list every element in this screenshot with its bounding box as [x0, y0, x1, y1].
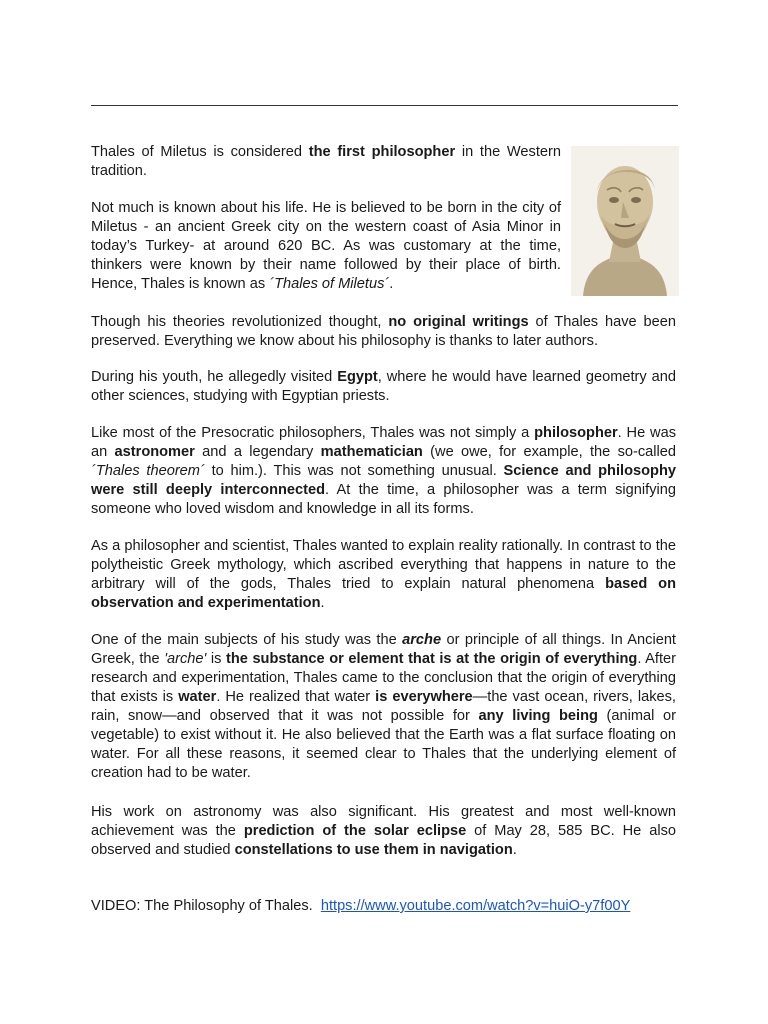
paragraph-intro: Thales of Miletus is considered the first philosopher in the Western tradition. [91, 144, 561, 179]
header-rule [91, 105, 678, 106]
paragraph-writings: Though his theories revolutionized thought, no original writings of Thales have been preserved. Everything we know about his philosophy is thanks to later authors. [91, 314, 677, 349]
video-line [91, 897, 630, 916]
paragraph-life: Not much is known about his life. He is believed to be born in the city of Miletus - an ancient Greek city on the western coast of Asia Minor in today’s Turkey- at around 620 BC. As was customary at the time, thinkers were known by their name followed by their place of birth. Hence, Thales is known as ´Thales of Miletus´. [91, 200, 561, 292]
paragraph-presocratic: Like most of the Presocratic philosophers, Thales was not simply a philosopher. He was an astronomer and a legendary mathematician (we owe, for example, the so-called ´Thales theorem´ to him.). This was not something unusual. Science and philosophy were still deeply interconnected. At the time, a philosopher was a term signifying someone who loved wisdom and knowledge in all its forms. [91, 425, 677, 517]
thales-bust-image [571, 146, 679, 296]
paragraph-egypt: During his youth, he allegedly visited Egypt, where he would have learned geometry and other sciences, studying with Egyptian priests. [91, 369, 676, 404]
paragraph-rational: As a philosopher and scientist, Thales wanted to explain reality rationally. In contrast to the polytheistic Greek mythology, which ascribed everything that happens in nature to the arbitrary will of the gods, Thales tried to explain natural phenomena based on observation and experimentation. [91, 538, 677, 611]
paragraph-astronomy: His work on astronomy was also significant. His greatest and most well-known achievement was the prediction of the solar eclipse of May 28, 585 BC. He also observed and studied constellations to use them in navigation. [91, 804, 676, 858]
video-label: VIDEO: The Philosophy of Thales. [91, 898, 321, 914]
paragraph-arche: One of the main subjects of his study was the arche or principle of all things. In Ancient Greek, the 'arche' is the substance or element that is at the origin of everything. After research and experimentation, Thales came to the conclusion that the origin of everything that exists is water. He realized that water is everywhere—the vast ocean, rivers, lakes, rain, snow—and observed that it was not possible for any living being (animal or vegetable) to exist without it. He also believed that the Earth was a flat surface floating on water. For all these reasons, it seemed clear to Thales that the underlying element of creation had to be water. [91, 632, 676, 781]
video-link[interactable]: https://www.youtube.com/watch?v=huiO-y7f00Y [320, 898, 631, 914]
